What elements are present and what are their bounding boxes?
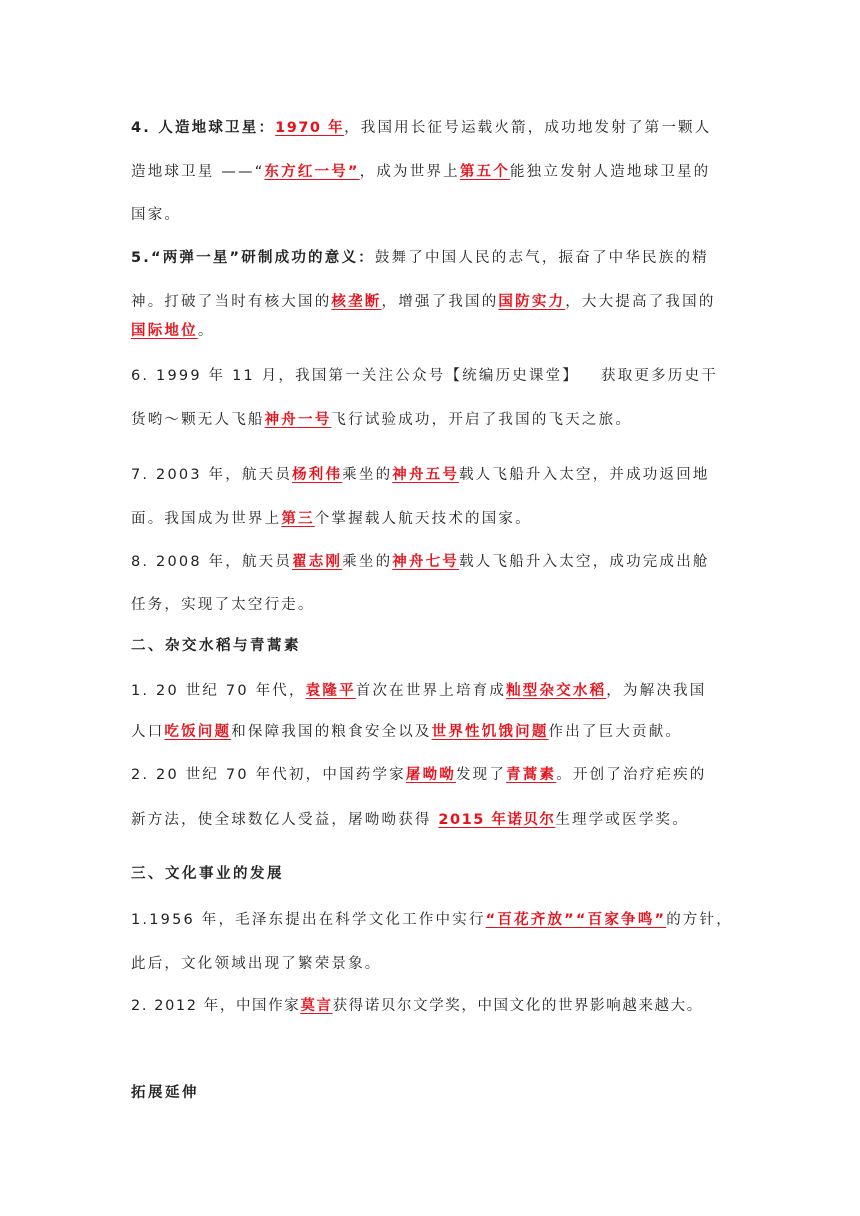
text: 此后，文化领域出现了繁荣景象。 bbox=[131, 956, 382, 972]
item-4-line-1 bbox=[131, 118, 711, 138]
text: 任务，实现了太空行走。 bbox=[131, 597, 315, 613]
item-4-line-3 bbox=[131, 205, 181, 225]
keyword-zhai-zhigang: 翟志刚 bbox=[292, 554, 343, 570]
item-7-line-2 bbox=[131, 509, 532, 529]
s3-item-1-line-2 bbox=[131, 954, 382, 974]
text: 8. 2008 年，航天员 bbox=[131, 554, 293, 570]
text: 鼓舞了中国人民的志气，振奋了中华民族的精 bbox=[374, 250, 709, 266]
item-5-line-1 bbox=[131, 248, 709, 268]
item-8-line-2 bbox=[131, 595, 315, 615]
text: 面。我国成为世界上 bbox=[131, 511, 282, 527]
text: 首次在世界上培育成 bbox=[355, 683, 507, 699]
item-5-line-3 bbox=[131, 321, 215, 341]
text: 生理学或医学奖。 bbox=[555, 812, 689, 828]
text: 作出了巨大贡献。 bbox=[548, 724, 683, 740]
s3-item-1-line-1 bbox=[131, 910, 733, 930]
text: 人口 bbox=[131, 724, 165, 740]
keyword-yang-liwei: 杨利伟 bbox=[292, 467, 343, 483]
text: 乘坐的 bbox=[342, 554, 393, 570]
section-3-heading bbox=[131, 864, 284, 884]
section-2-heading bbox=[131, 636, 301, 656]
keyword-1970: 1970 年 bbox=[275, 120, 345, 136]
s2-item-2-line-1 bbox=[131, 765, 707, 785]
text: 2. 20 世纪 70 年代初，中国药学家 bbox=[131, 767, 406, 783]
keyword-tu-youyou: 屠呦呦 bbox=[405, 767, 456, 783]
text: 乘坐的 bbox=[342, 467, 393, 483]
item-5-heading: 5.“两弹一星”研制成功的意义： bbox=[131, 250, 375, 266]
text: 。开创了治疗疟疾的 bbox=[556, 767, 707, 783]
keyword-nobel-2015: 2015 年诺贝尔 bbox=[438, 812, 556, 828]
keyword-mo-yan: 莫言 bbox=[300, 998, 333, 1014]
text: 1.1956 年，毛泽东提出在科学文化工作中实行 bbox=[131, 912, 486, 928]
keyword-food: 吃饭问题 bbox=[164, 724, 232, 740]
item-6-line-2 bbox=[131, 410, 632, 430]
text: 发现了 bbox=[455, 767, 507, 783]
item-8-line-1 bbox=[131, 552, 710, 572]
keyword-world-hunger: 世界性饥饿问题 bbox=[431, 724, 549, 740]
text: 国家。 bbox=[131, 207, 182, 223]
text: 神。打破了当时有核大国的 bbox=[131, 294, 332, 310]
text: ，大大提高了我国的 bbox=[565, 294, 716, 310]
text: ，我国用长征号运载火箭，成功地发射了第一颗人 bbox=[344, 120, 712, 136]
text: 新方法，使全球数亿人受益，屠呦呦获得 bbox=[131, 812, 439, 828]
s2-item-1-line-2 bbox=[131, 722, 682, 742]
item-6-line-1 bbox=[131, 366, 718, 386]
text: 货哟～颗无人飞船 bbox=[131, 412, 265, 428]
keyword-dongfanghong: 东方红一号” bbox=[264, 164, 360, 180]
text: 三、文化事业的发展 bbox=[131, 866, 284, 882]
text: 。 bbox=[197, 323, 215, 339]
keyword-hundred-flowers: “百花齐放”“百家争鸣” bbox=[485, 912, 667, 928]
keyword-fifth: 第五个 bbox=[459, 164, 510, 180]
text: 2. 2012 年，中国作家 bbox=[131, 998, 301, 1014]
text: 获得诺贝尔文学奖，中国文化的世界影响越来越大。 bbox=[332, 998, 703, 1014]
keyword-defense: 国防实力 bbox=[498, 294, 566, 310]
text: 7. 2003 年，航天员 bbox=[131, 467, 293, 483]
item-5-line-2 bbox=[131, 292, 716, 312]
keyword-nuclear-monopoly: 核垄断 bbox=[331, 294, 382, 310]
text: 能独立发射人造地球卫星的 bbox=[509, 164, 711, 180]
keyword-shenzhou-1: 神舟一号 bbox=[264, 412, 332, 428]
keyword-third: 第三 bbox=[281, 511, 315, 527]
keyword-intl-status: 国际地位 bbox=[131, 323, 198, 339]
keyword-hybrid-rice: 籼型杂交水稻 bbox=[506, 683, 607, 699]
text: ，为解决我国 bbox=[606, 683, 707, 699]
keyword-yuan-longping: 袁隆平 bbox=[305, 683, 356, 699]
keyword-shenzhou-5: 神舟五号 bbox=[392, 467, 460, 483]
keyword-artemisinin: 青蒿素 bbox=[506, 767, 557, 783]
item-4-heading: 4. 人造地球卫星： bbox=[131, 120, 276, 136]
text: 6. 1999 年 11 月，我国第一关注公众号【统编历史课堂】 bbox=[131, 368, 580, 384]
text: 二、杂交水稻与青蒿素 bbox=[131, 638, 301, 654]
text: 个掌握载人航天技术的国家。 bbox=[314, 511, 532, 527]
text: 和保障我国的粮食安全以及 bbox=[231, 724, 432, 740]
text: ，增强了我国的 bbox=[381, 294, 499, 310]
text: ，成为世界上 bbox=[359, 164, 460, 180]
text: 获取更多历史干 bbox=[601, 368, 718, 384]
text: 飞行试验成功，开启了我国的飞天之旅。 bbox=[331, 412, 633, 428]
text: 拓展延伸 bbox=[131, 1085, 199, 1101]
s2-item-2-line-2 bbox=[131, 810, 689, 830]
text: 1. 20 世纪 70 年代， bbox=[131, 683, 306, 699]
keyword-shenzhou-7: 神舟七号 bbox=[392, 554, 460, 570]
s2-item-1-line-1 bbox=[131, 681, 707, 701]
item-4-line-2 bbox=[131, 162, 710, 182]
text: 造地球卫星 ——“ bbox=[131, 164, 265, 180]
item-7-line-1 bbox=[131, 465, 710, 485]
extension-heading bbox=[131, 1083, 199, 1103]
text: 载人飞船升入太空，并成功返回地 bbox=[459, 467, 710, 483]
text: 的方针， bbox=[666, 912, 733, 928]
s3-item-2-line-1 bbox=[131, 996, 703, 1016]
text: 载人飞船升入太空，成功完成出舱 bbox=[459, 554, 710, 570]
